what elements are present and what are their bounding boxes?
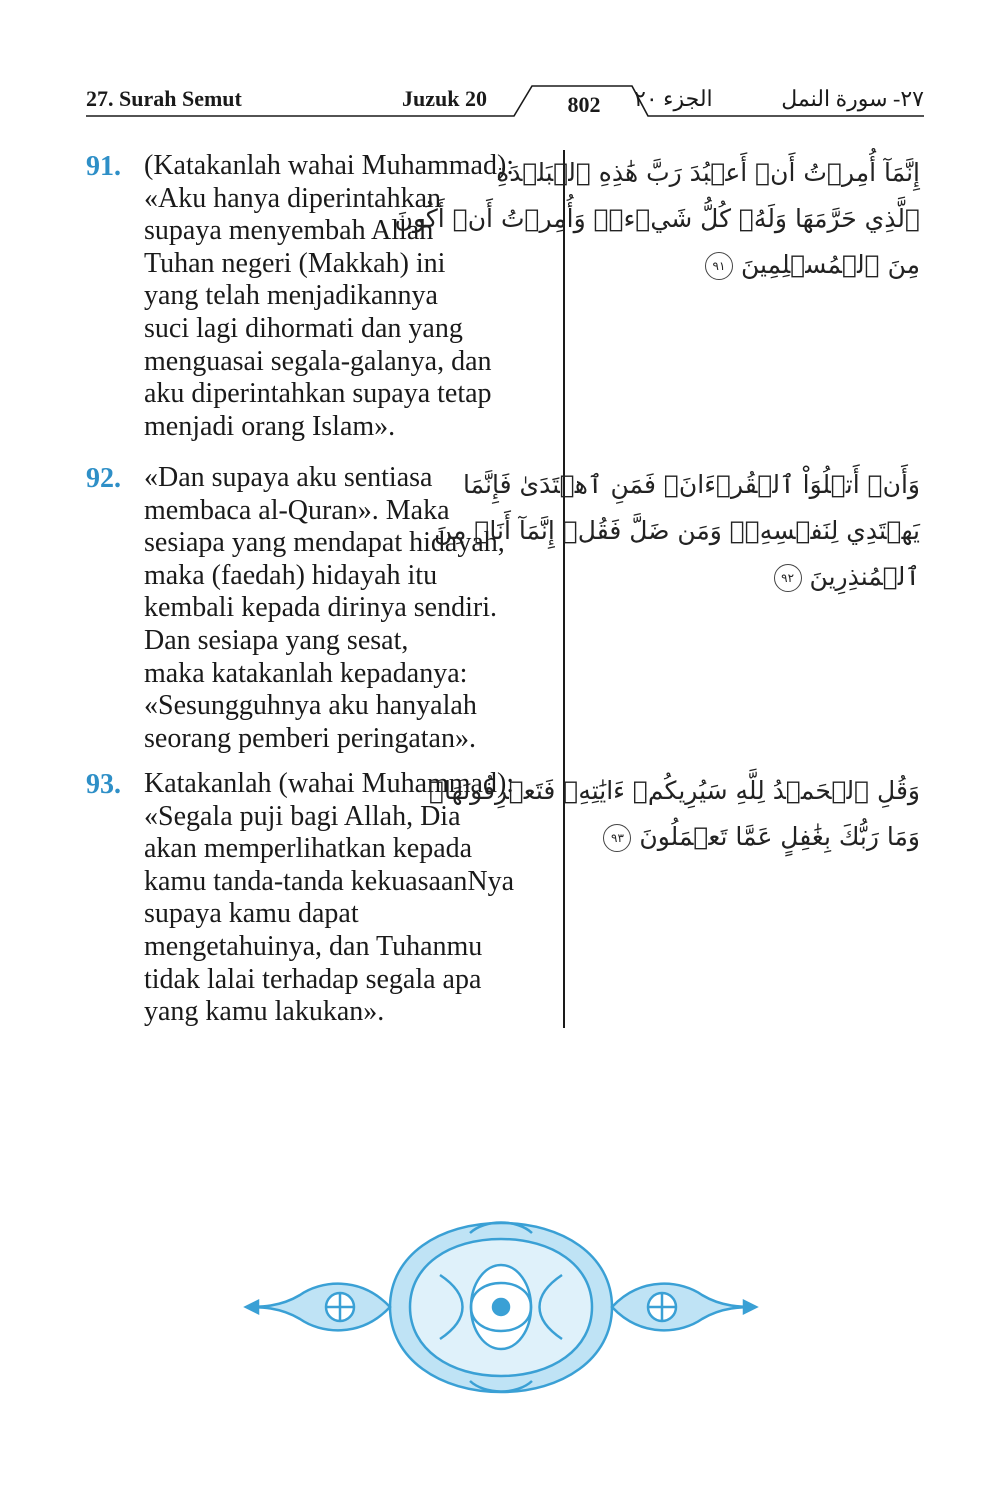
verse-line: «Dan supaya aku sentiasa [144, 462, 433, 493]
surah-title: 27. Surah Semut [86, 86, 242, 111]
verse-number: 93. [86, 769, 121, 800]
verse-number: 92. [86, 463, 121, 494]
verse-92-arabic [434, 462, 920, 600]
arabic-line: مِنَ ٱلۡمُسۡلِمِينَ [740, 250, 920, 279]
verse-line: tidak lalai terhadap segala apa [144, 963, 482, 995]
ayah-marker: ٩٢ [774, 564, 802, 592]
verse-line: menguasai segala-galanya, dan [144, 345, 492, 377]
verse-line: supaya menyembah Allah [144, 215, 434, 247]
verse-line: kembali kepada dirinya sendiri. [144, 592, 497, 624]
verse-line: Katakanlah (wahai Muhammad): [144, 768, 515, 799]
verse-93-arabic [429, 768, 920, 860]
verse-line: akan memperlihatkan kepada [144, 833, 473, 865]
juz-title: Juzuk 20 [402, 86, 487, 111]
ayah-marker: ٩٣ [603, 824, 631, 852]
arabic-line: وَأَنۡ أَتۡلُوَاْ ٱلۡقُرۡءَانَۖ فَمَنِ ٱهۡتَدَىٰ فَإِنَّمَا [462, 470, 920, 499]
juz-title-arabic: الجزء ٢٠ [634, 86, 713, 111]
verse-line: yang telah menjadikannya [144, 280, 438, 312]
verse-line: Tuhan negeri (Makkah) ini [144, 247, 446, 279]
arabic-line: يَهۡتَدِي لِنَفۡسِهِۦۖ وَمَن ضَلَّ فَقُلۡ إِنَّمَآ أَنَا۠ مِنَ [434, 516, 920, 545]
verse-91-translation [86, 150, 556, 450]
arabic-line: ٱلۡمُنذِرِينَ [809, 562, 920, 591]
verse-line: sesiapa yang mendapat hidayah, [144, 527, 505, 559]
arabic-line: ٱلَّذِي حَرَّمَهَا وَلَهُۥ كُلُّ شَيۡءٖۖ وَأُمِرۡتُ أَنۡ أَكُونَ [394, 204, 920, 233]
arabic-line-last [580, 554, 920, 600]
verse-line: maka (faedah) hidayah itu [144, 559, 438, 591]
arabic-line: إِنَّمَآ أُمِرۡتُ أَنۡ أَعۡبُدَ رَبَّ هَٰذِهِ ٱلۡبَلۡدَةِ [496, 158, 920, 187]
verse-number: 91. [86, 151, 121, 182]
arabic-line: وَقُلِ ٱلۡحَمۡدُ لِلَّهِ سَيُرِيكُمۡ ءَايَٰتِهِۦ فَتَعۡرِفُونَهَاۚ [429, 776, 920, 805]
verse-line: «Segala puji bagi Allah, Dia [144, 800, 461, 832]
arabic-line-last [580, 814, 920, 860]
floral-ornament-icon [240, 1215, 762, 1400]
arabic-line-last [580, 242, 920, 288]
verse-line: kamu tanda-tanda kekuasaanNya [144, 865, 515, 897]
verse-line: membaca al-Quran». Maka [144, 494, 450, 526]
page-header [86, 80, 924, 128]
verse-line: supaya kamu dapat [144, 898, 359, 930]
verse-line: maka katakanlah kepadanya: [144, 657, 468, 689]
verse-line: menjadi orang Islam». [144, 410, 396, 442]
page-number: 802 [567, 92, 601, 117]
verse-line: (Katakanlah wahai Muhammad): [144, 150, 515, 181]
verse-line: mengetahuinya, dan Tuhanmu [144, 930, 483, 962]
ayah-marker: ٩١ [705, 252, 733, 280]
verse-line: suci lagi dihormati dan yang [144, 312, 463, 344]
verse-line: «Aku hanya diperintahkan [144, 182, 442, 214]
verse-line: yang kamu lakukan». [144, 996, 385, 1028]
surah-title-arabic: ٢٧- سورة النمل [781, 86, 924, 111]
verse-line: Dan sesiapa yang sesat, [144, 624, 409, 656]
verse-line: aku diperintahkan supaya tetap [144, 378, 492, 410]
verse-line: «Sesungguhnya aku hanyalah [144, 690, 477, 722]
arabic-line: وَمَا رَبُّكَ بِغَٰفِلٍ عَمَّا تَعۡمَلُونَ [639, 822, 920, 851]
verse-line: seorang pemberi peringatan». [144, 722, 476, 754]
verse-91-arabic [394, 150, 920, 288]
